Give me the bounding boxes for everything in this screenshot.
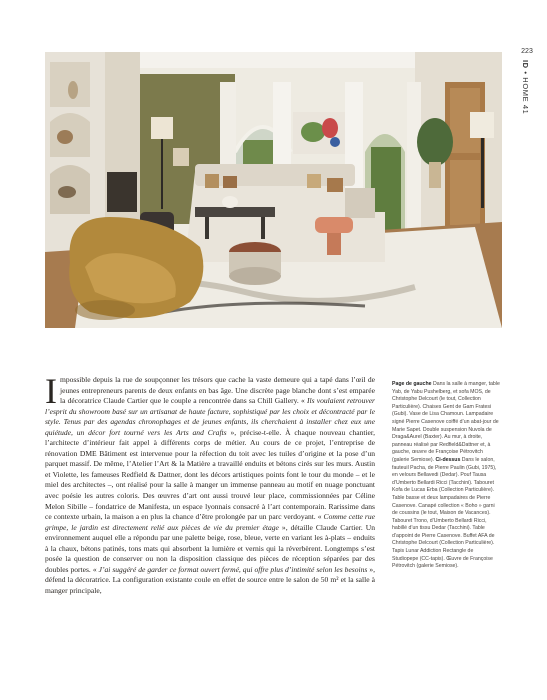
quote-2: Comme cette rue grimpe, le jardin est directement relié aux pièces de vie du premier étage: [45, 512, 375, 532]
body-text-2: », précise-t-elle. À chaque nouveau chantier, l’architecte d’intérieur fait appel à différents corps de métier. Au cours de ce projet, l’entreprise de rénovation DME Bâtiment est intervenue pour la réfection du toit avec les tuiles d’origine et la pose d’un parquet massif. De même, l’Atelier l’Art & la Matière a travaillé enduits et bétons cirés sur les murs. Austin et Violette, les fameuses Redfield & Dattner, dont les décors artistiques points font le tour du monde – et le miel des architectes –, ont réalisé pour la salle à manger un immense panneau au motif en nuage ponctuant avec poésie les autres coloris. Des œuvres d’art ont aussi trouvé leur place, commissionnées par Céline Melon Sibille – fondatrice de Manifesta, un espace lyonnais consacré à l’art contemporain. Rarissime dans ce contexte urbain, la maison a en plus la chance d’être prolongée par un parc verdoyant. «: [45, 427, 375, 522]
quote-3: J’ai suggéré de garder ce format ouvert fermé, qui offre plus d’intimité selon les besoins: [98, 564, 368, 574]
page-number: 223: [521, 48, 533, 55]
caption-text-above: Dans le salon, fauteuil Pacha, de Pierre Paulin (Gubi, 1975), en velours Bellavedi (Dedar). Pouf Tausa d’Umberto Bellardi Ricci (Tacchini). Tabouret Kofa de Lucas Erba (Collection Particulière). Table basse et deux lampadaires de Pierre Casenove. Canapé collection « Boho » garni de coussins (le tout, Maison de Vacances). Tabouret Trono, d’Umberto Bellardi Ricci, habillé d’un tissu Dedar (Tacchini). Table d’appoint de Pierre Casenove. Buffet AFA de Christophe Delcourt (Collection Particulière). Tapis Lunar Addiction Rectangle de Studiopepe (CC-tapis). Œuvre de Françoise Pétrovitch (galerie Semiose).: [392, 456, 497, 570]
room-photo: [45, 52, 502, 328]
caption-text-left: Dans la salle à manger, table Yab, de Yabu Pushelberg, et sofa MOS, de Christophe Delcourt (le tout, Collection Particulière). Chaises Gent de Gam Fratesi (Gubi). Vase de Lisa Chamoun. Lampadaire signé Pierre Casenove coiffé d’un abat-jour de Marie Sapet. Double suspension Nuvola de Draga&Aurel (Baxter). Au mur, à droite, panneau réalisé par Redfield&Dattner et, à gauche, œuvre de Françoise Pétrovitch (galerie Semiose).: [392, 381, 500, 463]
drop-cap: I: [45, 371, 57, 411]
article-paragraph: [45, 371, 375, 596]
caption-heading-left: Page de gauche: [392, 381, 432, 387]
body-text-3: », détaille Claude Cartier. Un environnement auquel elle a répondu par une palette beige, rose, bleue, verte en variant les à-plats – enduits à la chaux, bétons patinés, tons mats qui absorbent la lumière et vernis qui la réverbèrent. Longtemps s’est posée la question de conserver ou non la disposition classique des pièces de réception séparées par des doubles portes. «: [45, 522, 375, 574]
caption-heading-above: Ci-dessus: [435, 456, 461, 463]
quote-1: Ils voulaient retrouver l’esprit du showroom basé sur un artisanat de haute facture, sophistiqué par les choix et décontracté par le style. Tenus par des agendas chronophages et de jeunes enfants, ils cherchaient à installer chez eux une quiétude, un décor fort tourné vers les Arts and Crafts: [45, 396, 375, 437]
section-label: ID: [521, 60, 530, 69]
article-body: [45, 371, 375, 596]
body-text-1: mpossible depuis la rue de soupçonner les trésors que cache la vaste demeure qui a tapé dans l’œil de jeunes entrepreneurs parents de deux enfants en bas âge. Une discrète page blanche dont s’est emparée la décoratrice Claude Cartier que le couple a rencontrée dans sa Chill Gallery. «: [60, 375, 375, 406]
photo-caption: [392, 381, 500, 571]
body-text-4: », défend la décoratrice. La configuration existante coule en effet de source entre le salon de 50 m² et la salle à manger principale,: [45, 564, 375, 595]
magazine-label: HOME 41: [521, 77, 530, 115]
running-head: ID • HOME 41: [521, 60, 530, 115]
